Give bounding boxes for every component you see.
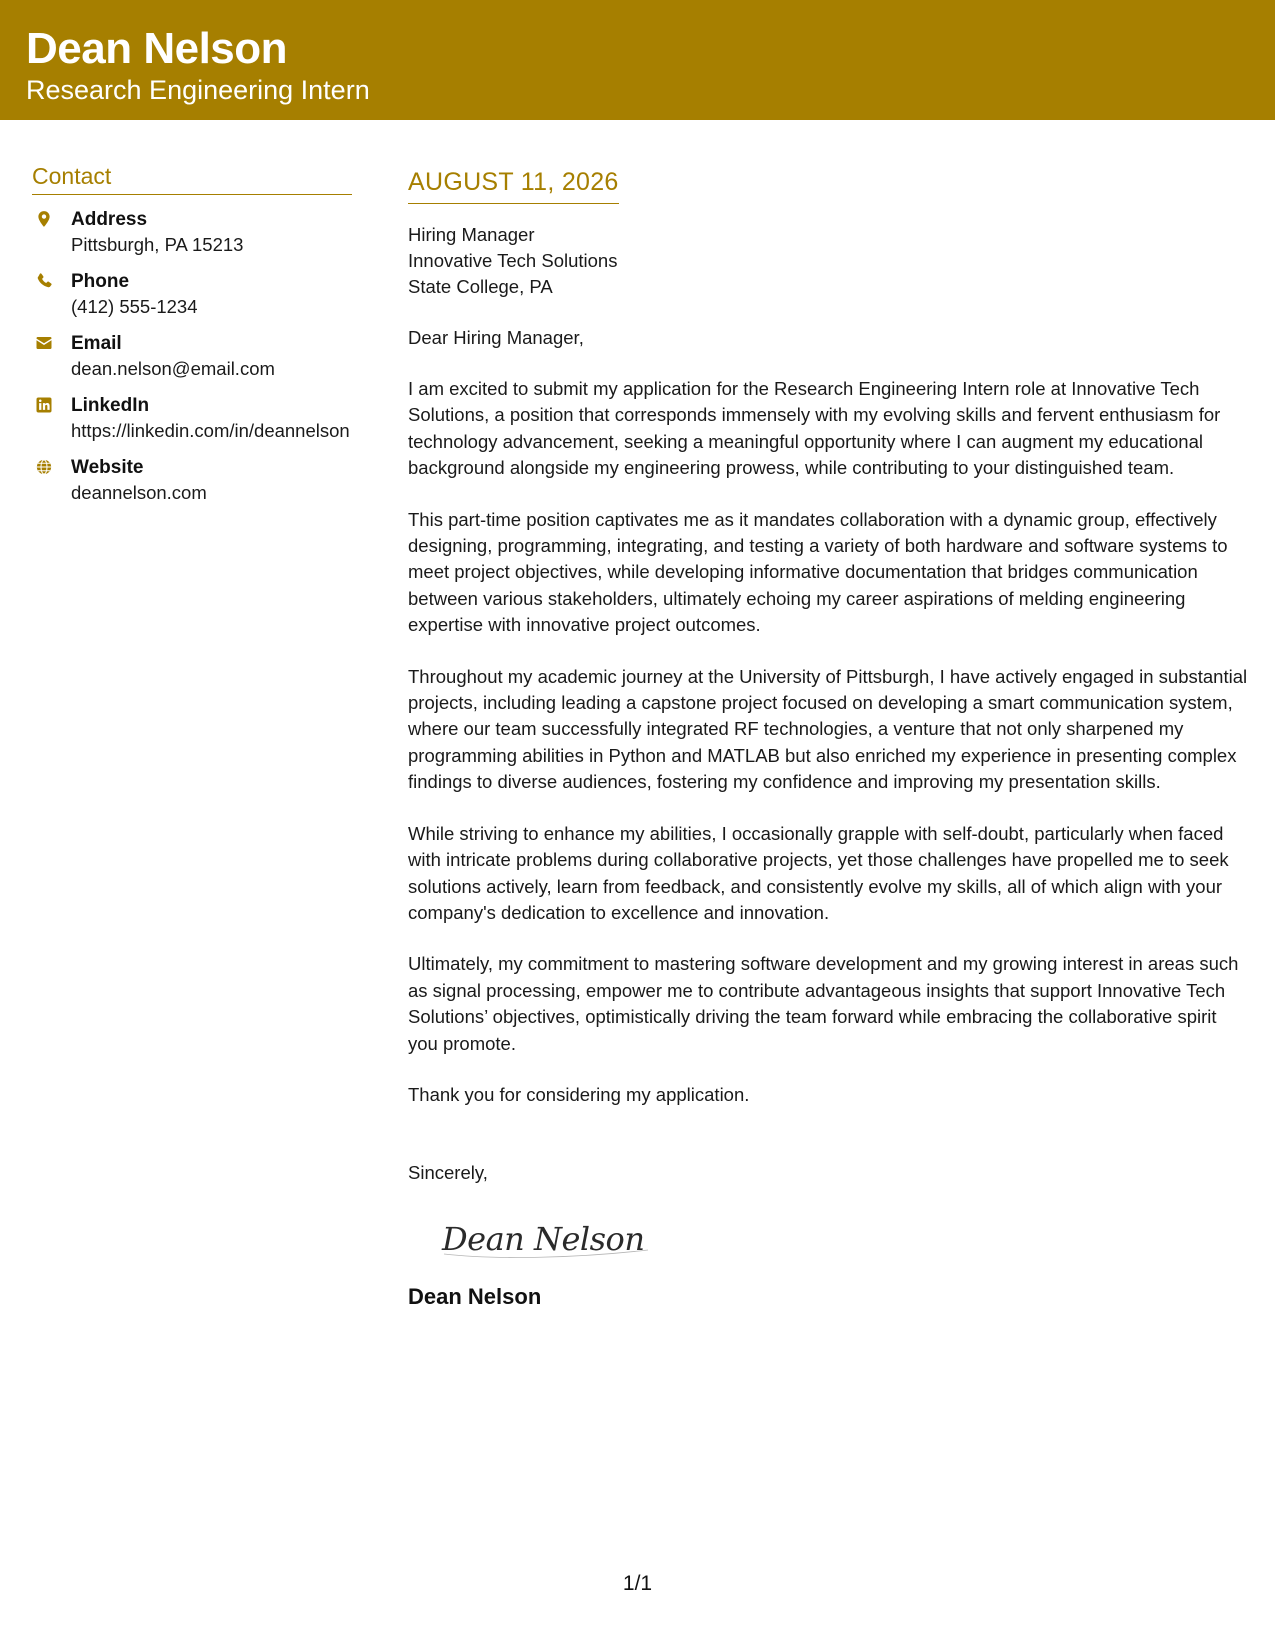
letter-paragraph: I am excited to submit my application for the Research Engineering Intern role at Innovative Tech Solutions, a position that corresponds immensely with my evolving skills and fervent enthusiasm for technology advancement, seeking a meaningful opportunity where I can augment my educational background alongside my engineering prowess, while contributing to your distinguished team. <box>408 378 1221 479</box>
contact-label-address: Address <box>71 209 148 230</box>
letter-paragraph: While striving to enhance my abilities, I occasionally grapple with self-doubt, particularly when faced with intricate problems during collaborative projects, yet those challenges have propelled me to seek solutions actively, learn from feedback, and consistently evolve my skills, all of which align with your company's dedication to excellence and innovation. <box>408 822 1229 923</box>
contact-sidebar <box>32 160 352 517</box>
applicant-name: Dean Nelson <box>26 24 288 73</box>
contact-heading: Contact <box>32 160 352 195</box>
phone-icon <box>35 272 53 290</box>
map-pin-icon <box>35 210 53 228</box>
linkedin-icon <box>35 396 53 414</box>
signer-name: Dean Nelson <box>408 1284 542 1310</box>
signature-image <box>438 1210 1248 1266</box>
contact-value-linkedin[interactable]: https://linkedin.com/in/deannelson <box>71 420 350 441</box>
contact-website <box>32 455 352 505</box>
letter-body <box>408 165 1248 1312</box>
letter-paragraph: This part-time position captivates me as it mandates collaboration with a dynamic group, effectively designing, programming, integrating, and testing a variety of both hardware and software systems to meet project objectives, while developing informative documentation that bridges communication between various stakeholders, ultimately echoing my career aspirations of melding engineering expertise with innovative project outcomes. <box>408 508 1228 636</box>
contact-label-website: Website <box>71 457 144 478</box>
contact-label-linkedin: LinkedIn <box>71 395 150 416</box>
contact-value-website[interactable]: deannelson.com <box>71 482 207 503</box>
recipient-line: Innovative Tech Solutions <box>408 250 618 271</box>
salutation: Dear Hiring Manager, <box>408 327 584 348</box>
letter-paragraph: Ultimately, my commitment to mastering software development and my growing interest in areas such as signal processing, empower me to contribute advantageous insights that support Innovative Tech Solutions’ objectives, optimistically driving the team forward while embracing the collaborative spirit you promote. <box>408 953 1239 1054</box>
recipient-block <box>408 222 1248 300</box>
contact-label-email: Email <box>71 333 122 354</box>
contact-linkedin <box>32 393 352 443</box>
page-number: 1/1 <box>622 1572 653 1595</box>
contact-phone <box>32 269 352 319</box>
closing: Sincerely, <box>408 1162 488 1184</box>
header-banner <box>0 0 1275 120</box>
letter-paragraph: Thank you for considering my application. <box>408 1083 750 1105</box>
contact-value-email: dean.nelson@email.com <box>71 358 275 379</box>
contact-value-address: Pittsburgh, PA 15213 <box>71 234 244 255</box>
svg-text:Dean Nelson: Dean Nelson <box>442 1220 645 1259</box>
envelope-icon <box>35 334 53 352</box>
contact-value-phone: (412) 555-1234 <box>71 296 198 317</box>
applicant-title: Research Engineering Intern <box>26 75 370 105</box>
contact-label-phone: Phone <box>71 271 130 292</box>
letter-paragraph: Throughout my academic journey at the University of Pittsburgh, I have actively engaged in substantial projects, including leading a capstone project focused on developing a smart communication system, where our team successfully integrated RF technologies, a venture that not only sharpened my programming abilities in Python and MATLAB but also enriched my experience in presenting complex findings to diverse audiences, fostering my confidence and improving my presentation skills. <box>408 665 1248 793</box>
globe-icon <box>35 458 53 476</box>
contact-address <box>32 207 352 257</box>
recipient-line: State College, PA <box>408 276 553 297</box>
contact-email <box>32 331 352 381</box>
recipient-line: Hiring Manager <box>408 224 535 245</box>
letter-date: AUGUST 11, 2026 <box>408 165 619 204</box>
signature-icon <box>438 1210 658 1266</box>
